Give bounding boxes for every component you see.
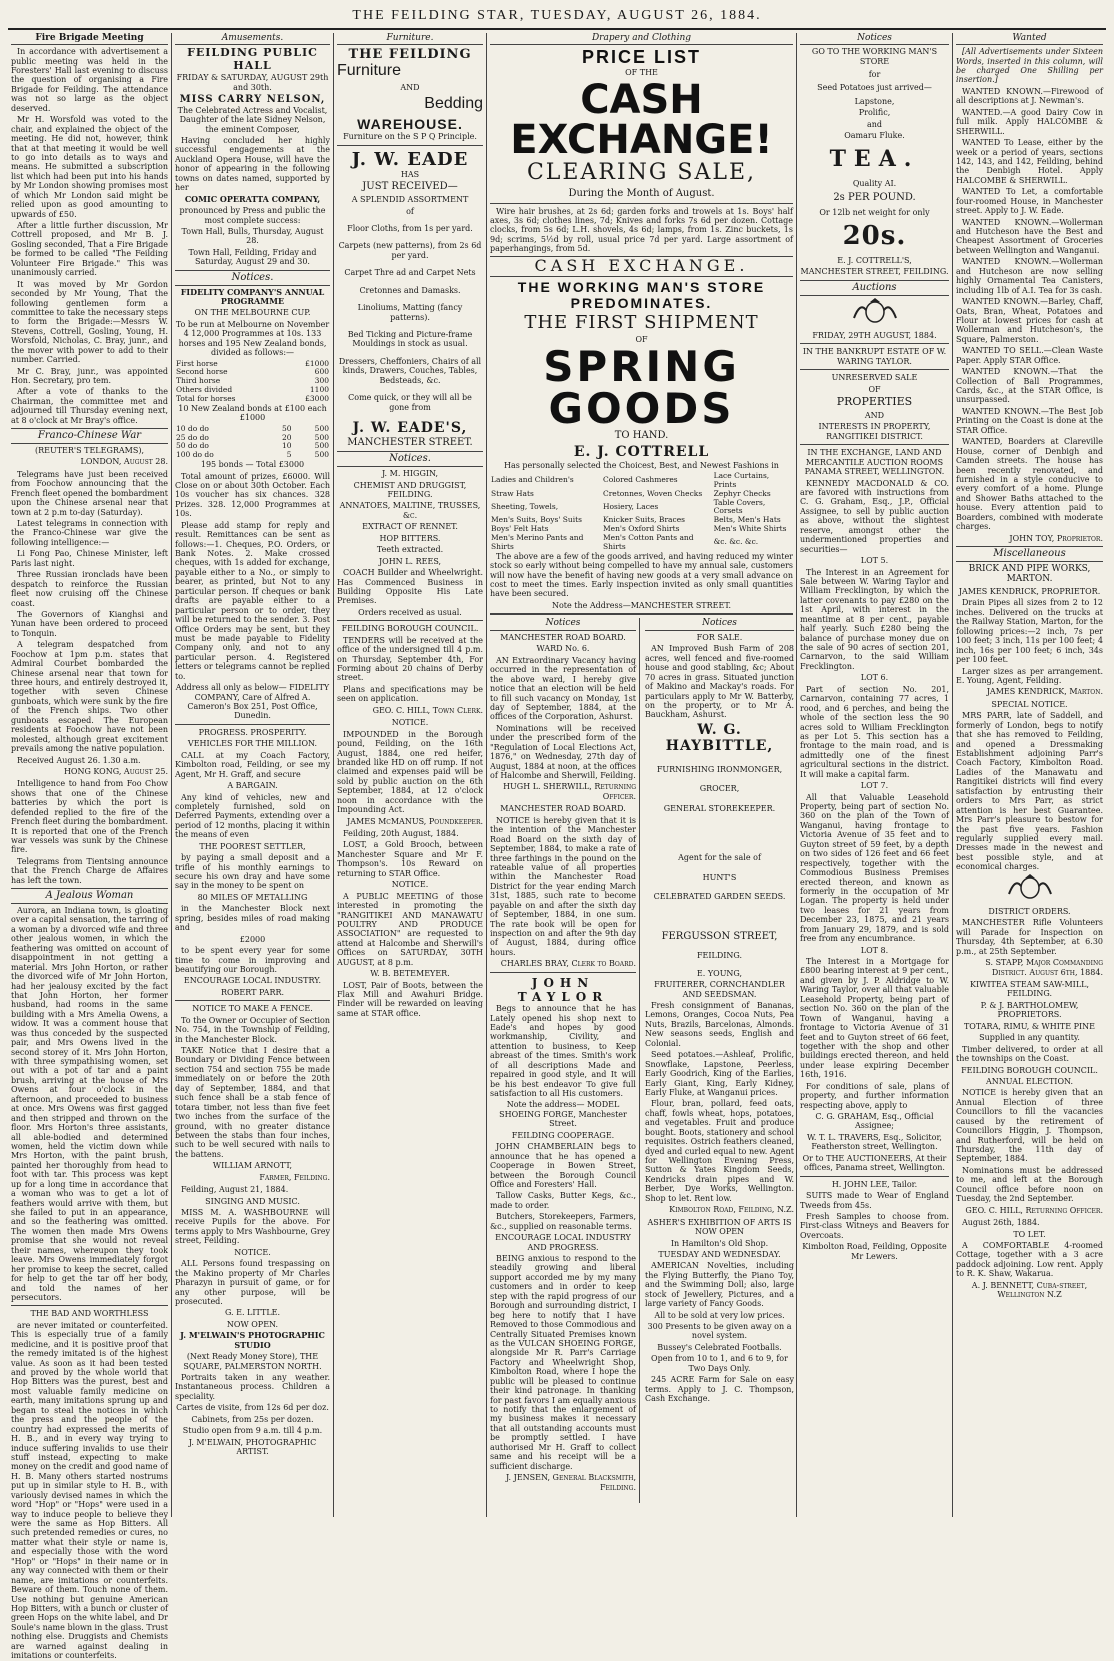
ad-text: 10 New Zealand bonds at £100 each £1000 bbox=[178, 403, 327, 423]
ad-heading: THE FEILDING bbox=[348, 47, 472, 63]
ad-heading: TOTARA, RIMU, & WHITE PINE bbox=[963, 1021, 1096, 1031]
wanted-ad: WANTED KNOWN.—Firewood of all descriptions at J. Newman's. bbox=[956, 86, 1103, 106]
ad-text: Cartes de visite, from 12s 6d per doz. bbox=[176, 1403, 329, 1413]
article-paragraph: Three Russian ironclads have been despatch to reinforce the Russian fleet now cruising off the Chinese coast. bbox=[11, 570, 168, 608]
ad-heading: ANNUAL ELECTION. bbox=[985, 1076, 1074, 1086]
ad-text: IN THE EXCHANGE, LAND AND MERCANTILE AUCTION ROOMS PANAMA STREET, WELLINGTON. bbox=[804, 448, 945, 477]
bond-table: 10 do do 50 500 25 do do 20 500 50 do do 10 500 100 do do 5 500 bbox=[176, 423, 329, 460]
divider bbox=[800, 343, 949, 344]
divider bbox=[175, 724, 330, 725]
goods-table: Ladies and Children's Colored Cashmeres Lace Curtains, Prints Straw Hats Cretonnes, Woven Checks Zephyr Checks Sheeting, Towels, Hosiery, Laces Table Covers, Corsets Men's Suits, Boys' Suits Knicker Suits, Braces Belts, Men's Hats Boys' Felt Hats Men's Oxford Shirts Men's White Shirts Men's Merino Pants and Shirts Men's Cotton Pants and Shirts &c. &c. &c. bbox=[491, 471, 787, 551]
article-paragraph: Mr H. Worsfold was voted to the chair, and explained the object of the meeting. He did not, however, think that at that meeting it would be well to go into details as to ways and means. He submitted a subscription list which had been put into his hands by Mr London showing promises most of which Mr London said might be relied upon as good amounting to upwards of £50. bbox=[11, 115, 168, 219]
column-wanted bbox=[953, 33, 1106, 1517]
section-heading: Amusements. bbox=[175, 33, 330, 46]
ad-text: COACH Builder and Wheelwright. Has Commenced Business in Building Opposite His Late Premises. bbox=[337, 568, 483, 606]
article-paragraph: In accordance with advertisement a public meeting was held in the Foresters' Hall last evening to discuss the question of organising a Fire Brigade for Feilding. The attendance was not so large as the object deserved. bbox=[11, 47, 168, 113]
ad-text: Oamaru Fluke. bbox=[844, 131, 905, 141]
ad-text: 300 Presents to be given away on a novel system. bbox=[647, 1322, 792, 1341]
ad-heading: NOTICE TO MAKE A FENCE. bbox=[192, 1004, 313, 1014]
lot-number: LOT 8. bbox=[860, 945, 889, 955]
ad-text: WARD No. 6. bbox=[536, 644, 590, 654]
wanted-ad: WANTED TO SELL.—Clean Waste Paper. Apply STAR Office. bbox=[956, 346, 1103, 365]
spring-goods-banner: SPRING GOODS bbox=[543, 342, 740, 434]
ad-text: All to be sold at very low prices. bbox=[654, 1310, 785, 1320]
ad-heading: JOHN L. REES, bbox=[378, 556, 442, 566]
signature: J. M'ELWAIN, PHOTOGRAPHIC ARTIST. bbox=[188, 1437, 317, 1457]
ad-text: Orders received as usual. bbox=[358, 607, 462, 617]
ad-text: to be spent every year for some time to come in improving and beautifying our Borough. bbox=[175, 946, 330, 974]
merchant-name: E. J. COTTRELL bbox=[573, 444, 710, 461]
ad-text: FURNISHING IRONMONGER, bbox=[656, 764, 783, 774]
ad-text: LOST, Pair of Boots, between the Flax Mill and Awahuri Bridge. Finder will be rewarded on leaving same at STAR office. bbox=[337, 980, 483, 1018]
hall-title: FEILDING PUBLIC HALL bbox=[187, 46, 318, 73]
wanted-ad: WANTED To Let, a comfortable four-roomed House, in Manchester street. Apply to J. W. Eade. bbox=[956, 187, 1103, 216]
wanted-ad: WANTED, Boarders at Clareville House, corner of Denbigh and Camden streets. The house has been recently renovated, and furnished in a style conducive to every comfort of a home. Plunge and Shower Baths attached to the house. Every attention paid to Boarders, combined with moderate charges. bbox=[956, 437, 1103, 532]
divider bbox=[175, 1000, 330, 1001]
ad-text: Nominations must be addressed to me, and left at the Borough Council office before noon on Tuesday, the 2nd September. bbox=[956, 1165, 1103, 1204]
article-paragraph: Telegrams from Tientsing announce that the French Charge de Affaires has left the town. bbox=[11, 856, 168, 885]
ad-heading: ENCOURAGE LOCAL INDUSTRY AND PROGRESS. bbox=[495, 1233, 631, 1252]
columns bbox=[8, 32, 1106, 1661]
ad-heading: A BARGAIN. bbox=[227, 781, 278, 791]
article-paragraph: are never imitated or counterfeited. This is especially true of a family medicine, and it is positive proof that the remedy imitated is of the highest value. As soon as it had been tested and proved by the whole world that Hop Bitters was the purest, best and most valuable family medicine on earth, many imitations sprung up and began to steal the notices in which the press and the people of the country had expressed the merits of H. B., and in every way trying to induce suffering invalids to use their stuff instead, expecting to make money on the credit and good name of H. B. Many others started nostrums put up in similar style to H. B., with variously devised names in which the word "Hop" or "Hops" were used in a way to induce people to believe they were the same as Hop Bitters. All such pretended remedies or cures, no matter what their style or name is, and especially those with the word "Hop" or "Hops" in their name or in any way connected with them or their name, are imitations or counterfeits. Beware of them. Touch none of them. Use nothing but genuine American Hop Bitters, with a bunch or cluster of green Hops on the white label, and Dr Soule's name blown in the glass. Trust nothing else. Druggists and Chemists are warned against dealing in imitations or counterfeits. bbox=[11, 1320, 168, 1661]
article-paragraph: Li Fong Pao, Chinese Minister, left Paris last night. bbox=[11, 549, 168, 568]
ad-text: Please add stamp for reply and result. Remittances can be sent as follows:—1. Cheques, P.O. Orders, or Bank Notes. 2. Make crossed cheques, with 1s added for exchange, payable either to a No., or simply to bearer, as printed, but Not to any particular person. If cheques or bank drafts are payable either to a particular person or to order, they will be returned to the sender. 3. Post Office Orders may be sent, but they must be made payable to Fidelity Company only, and not to any particular person. 4. Registered letters or telegrams cannot be replied to. bbox=[175, 520, 330, 681]
ad-heading: TUESDAY AND WEDNESDAY. bbox=[658, 1249, 781, 1259]
ad-text: FEILDING. bbox=[696, 951, 743, 961]
ad-heading: WAREHOUSE. bbox=[357, 115, 463, 132]
notices-subcolumns bbox=[490, 618, 793, 1503]
ad-text: AN Improved Bush Farm of 208 acres, well fenced and five-roomed house and good stabling, &c; About 70 acres in grass. Situated junction of Makino and Mackay's roads. For particulars apply to Mr W. Batterby, on the property, or to Mr A. Bauckham, Ashurst. bbox=[645, 644, 794, 720]
article-paragraph: Aurora, an Indiana town, is gloating over a capital sensation, the tarring of a woman by a divorced wife and three other jealous women, in which the feathering was omitted on account of disappointment in not getting a material. Mrs John Horton, or rather the divorced wife of Mr John Horton, had her jealousy excited by the fact that John Horton, her former husband, had rooms in the same building with a Mrs Amelia Owens, a widow. It was a comment house that was thus conceded by the suspected pair, and Mrs Owens lived in the second storey of it. Mrs John Horton, with three sympathising women, set out with a pot of tar and a paint brush, arriving at the house of Mrs Owens at four o'clock in the afternoon, and proceeded to business at once. Mrs Owens was first gagged and then stripped and thrown on the floor. Mrs Horton's three assistants, all able-bodied and determined women, held the victim down while Mrs Horton, with the paint brush, painted her thoroughly from head to foot with tar. This process was kept up for a long time in accordance that a woman who was to get a lot of feathers would arrive with them, but she failed to put in an appearance, and so the feathering was omitted. The women then made Mrs Owens promise that she would not reveal their names, whereupon they took leave. Mrs Owens immediately forgot her promise to keep the secret, called for help to get the tar off her body, and told the names of her persecutors. bbox=[11, 906, 168, 1302]
ad-text: Studio open from 9 a.m. till 4 p.m. bbox=[182, 1426, 323, 1436]
wanted-ad: WANTED To Lease, either by the week or a period of years, sections 142, 143, and 142, Feilding, behind the Denbigh Hotel. Apply HALCOMBE & SHERWILL. bbox=[956, 138, 1103, 185]
ad-heading: FEILDING BOROUGH COUNCIL. bbox=[341, 624, 479, 634]
telegram-source: (REUTER'S TELEGRAMS), bbox=[34, 445, 144, 455]
section-heading: Notices. bbox=[175, 270, 330, 286]
column-amusements bbox=[172, 33, 334, 1517]
ad-text: MRS PARR, late of Saddell, and formerly of London, begs to notify that she has removed to Feilding, and opened a Dressmaking Establishment adjoining Parr's Coach Factory, Kimbolton Road. Ladies of the Manawatu and Rangitikei districts will find every satisfaction by entrusting their orders to Mrs Parr, as strict attention is her best Guarantee. Mrs Parr's pleasure to bestow for the past five years. Fashion regularly supplied every mail. Dresses made in the newest and best possible style, and at economical charges. bbox=[956, 711, 1103, 872]
ad-text: OF THE bbox=[625, 68, 658, 78]
ad-text: AN Extraordinary Vacancy having occurred in the representation of the above ward, I hereby give notice that an election will be held to fill such vacancy on Monday, 1st day of September, 1884, at the offices of the Corporation, Ashurst. bbox=[490, 655, 636, 722]
ad-text: CHEMIST AND DRUGGIST, FEILDING. bbox=[353, 480, 467, 500]
ad-text: Has personally selected the Choicest, Best, and Newest Fashions in bbox=[504, 460, 779, 470]
ad-text: FERGUSSON STREET, bbox=[661, 931, 778, 943]
ad-text: Floor Cloths, from 1s per yard. bbox=[347, 223, 473, 233]
ad-heading: BRICK AND PIPE WORKS, MARTON. bbox=[968, 563, 1091, 585]
ad-text: TAKE Notice that I desire that a Boundary or Dividing Fence between section 754 and section 755 be made immediately on or before the 20th day of September, 1884, and that such fence shall be a stab fence of totara timber, not less than five feet two inches from the surface of the ground, with no greater distance between the stabs than four inches, such to be well secured with nails to the battens. bbox=[175, 1046, 330, 1159]
ad-heading: NOTICE. bbox=[234, 1247, 271, 1257]
ad-text: Or 12lb net weight for only bbox=[819, 207, 930, 217]
ad-text: CELEBRATED GARDEN SEEDS. bbox=[653, 892, 786, 902]
tea-heading: TEA. bbox=[829, 145, 920, 172]
ad-text: Seed potatoes.—Ashleaf, Prolific, Snowflake, Lapstone, Peerless, Early Goodrich, King of the Earlies, Early Giant, King, Early Kidney, Early Fluke, at Wanganui prices. bbox=[645, 1050, 794, 1097]
ad-text: The Celebrated Actress and Vocalist, Daughter of the late Sidney Nelson, the eminent Composer, bbox=[177, 105, 328, 134]
divider bbox=[800, 369, 949, 370]
ad-text: MANCHESTER STREET, FEILDING. bbox=[800, 267, 949, 277]
ad-text: TO HAND. bbox=[614, 430, 669, 442]
ad-heading: UNRESERVED SALE bbox=[831, 373, 918, 383]
ad-text: Part of section No. 201, Carnarvon, containing 77 acres, 1 rood, and 6 perches, and being the whole of the section less the 90 acres sold to William Frecklington as per Lot 5. This section has a frontage to the main road, and is admittedly one of the finest agricultural sections in the district. It will make a capital farm. bbox=[800, 684, 949, 779]
article-paragraph: Latest telegrams in connection with the Franco-Chinese war give the following intelligence:— bbox=[11, 519, 168, 547]
signature: CHARLES BRAY, Clerk to Board. bbox=[500, 959, 636, 969]
ad-text: Larger sizes as per arrangement. E. Young, Agent, Feilding. bbox=[956, 666, 1103, 685]
ad-heading: SPECIAL NOTICE. bbox=[991, 699, 1068, 709]
ad-text: Carpet Thre ad and Carpet Nets bbox=[344, 268, 476, 278]
prize-table: First horse £1000 Second horse 600 Third horse 300 Others divided 1100 Total for horses £3000 bbox=[176, 358, 329, 403]
wanted-ad: WANTED KNOWN.—The Best Job Printing on the Coast is done at the STAR Office. bbox=[956, 406, 1103, 435]
section-heading: Wanted bbox=[956, 33, 1103, 46]
divider bbox=[337, 145, 483, 146]
ad-text: and bbox=[866, 119, 883, 129]
divider bbox=[800, 444, 949, 445]
ad-text: AND bbox=[400, 83, 420, 93]
ad-text: Bed Ticking and Picture-frame Mouldings in stock as usual. bbox=[347, 330, 473, 349]
headline-fire-brigade: Fire Brigade Meeting bbox=[11, 33, 168, 46]
ad-text: GROCER, bbox=[699, 784, 740, 794]
ad-text: LOST, a Gold Brooch, between Manchester Square and Mr F. Thompson's. 10s Reward on returning to STAR Office. bbox=[337, 840, 483, 878]
ad-heading: J. M'ELWAIN'S PHOTOGRAPHIC STUDIO bbox=[180, 1330, 325, 1350]
ad-heading: FOR SALE. bbox=[696, 632, 743, 642]
dateline: LONDON, August 28. bbox=[80, 457, 168, 467]
ad-heading: VEHICLES FOR THE MILLION. bbox=[187, 739, 318, 749]
signature: G. E. LITTLE. bbox=[224, 1308, 281, 1318]
ad-text: A. J. BENNETT, Cuba-street, Wellington N.Z bbox=[971, 1280, 1088, 1300]
ad-heading: ASHER'S EXHIBITION OF ARTS IS NOW OPEN bbox=[647, 1217, 792, 1237]
signature: JOHN TOY, Proprietor. bbox=[1009, 533, 1103, 543]
lot-number: LOT 6. bbox=[860, 673, 889, 683]
working-mans-store: THE WORKING MAN'S STORE PREDOMINATES. bbox=[517, 278, 766, 312]
article-paragraph: Mr C. Bray, junr., was appointed Hon. Secretary, pro tem. bbox=[11, 366, 168, 385]
ad-text: Agent for the sale of bbox=[678, 853, 761, 863]
headline-jealous-woman: A Jealous Woman bbox=[11, 888, 168, 904]
wanted-ad: WANTED KNOWN.—Wollerman and Hutcheson are now selling highly Ornamental Tea Canisters, including 1lb of A.I. Tea for 3s cash. bbox=[956, 257, 1103, 295]
ad-text: Plans and specifications may be seen on application. bbox=[337, 684, 483, 704]
ad-heading: Furniture bbox=[337, 62, 402, 80]
ad-text: Lapstone, bbox=[854, 96, 895, 106]
wanted-ad: WANTED.—A good Dairy Cow in full milk. Apply HALCOMBE & SHERWILL. bbox=[956, 107, 1103, 136]
ad-text: KENNEDY MACDONALD & CO. are favored with instructions from C. G. Graham, Esq., J.P., Official Assignee, to sell by public auction as above, without the slightest reserve, amongst other the undermentioned properties and securities— bbox=[800, 478, 949, 554]
dateline: HONG KONG, August 25. bbox=[63, 766, 168, 776]
ad-heading: MANCHESTER ROAD BOARD. bbox=[500, 632, 626, 642]
ad-text: Come quick, or they will all be gone from bbox=[348, 393, 472, 412]
signature: GEO. C. HILL, Town Clerk. bbox=[372, 705, 483, 715]
ad-heading: FEILDING BOROUGH COUNCIL. bbox=[961, 1065, 1098, 1075]
ad-text: OF bbox=[635, 334, 648, 344]
ad-text: NOTICE is hereby given that it is the intention of the Manchester Road Board on the sixth day of September, 1884, to make a rate of three farthings in the pound on the rateable value of all properties within the Manchester Road District for the year ending March 31st, 1885, such rate to become payable on and after the sixth day of September, 1884, in one sum. The rate book will be open for inspection on and after the 9th day of August, 1884, during office hours. bbox=[490, 815, 636, 957]
wanted-ad: WANTED KNOWN.—Wollerman and Hutcheson have the Best and Cheapest Assortment of Groceries between Wellington and Wanganui. bbox=[956, 217, 1103, 255]
ad-text: HOP BITTERS. bbox=[379, 533, 441, 543]
section-heading: Notices. bbox=[337, 451, 483, 467]
ad-text: (Next Ready Money Store), THE SQUARE, PALMERSTON NORTH. bbox=[183, 1352, 322, 1371]
ad-text: Any kind of vehicles, new and completely furnished, sold on Deferred Payments, extending over a period of 12 months, placing it within the means of even bbox=[175, 792, 330, 840]
divider bbox=[800, 1176, 949, 1177]
signature: JAMES McMANUS, Poundkeeper. bbox=[347, 816, 483, 826]
ad-text: Quality AI. bbox=[852, 178, 897, 188]
ad-heading: PROPERTIES bbox=[836, 395, 913, 409]
signature: JAMES KENDRICK, Marton. bbox=[986, 687, 1103, 697]
ad-text: To be run at Melbourne on November 4 12,000 Programmes at 10s. 133 horses and 195 New Zealand bonds, divided as follows:— bbox=[175, 319, 330, 358]
ad-text: JAMES KENDRICK, PROPRIETOR. bbox=[958, 587, 1101, 597]
ad-text: Address all only as below— FIDELITY COMPANY, Care of Alfred A. Cameron's Box 251, Post Office, Dunedin. bbox=[175, 683, 330, 721]
ad-heading: £2000 bbox=[239, 934, 266, 944]
ad-text: of bbox=[406, 206, 414, 216]
ad-heading: E. YOUNG, bbox=[696, 968, 743, 978]
section-heading: Drapery and Clothing bbox=[490, 33, 793, 46]
ad-text: For conditions of sale, plans of property, and further information respecting above, apply to bbox=[800, 1081, 949, 1110]
performer-name: MISS CARRY NELSON, bbox=[179, 93, 326, 105]
ad-text: BEING anxious to respond to the steadily growing and liberal support accorded me by my many customers and in order to keep step with the rapid progress of our Borough and surrounding district, I beg here to notify that I have Removed to those Commodious and Centrally Situated Premises known as the VULCAN SHOEING FORGE, alongside Mr R. Parr's Carriage Factory and Wheelwright Shop, Kimbolton Road, where I hope the public will be pleased to continue their kind patronage. In thanking for past favors I am equally anxious to notify that the enlargement of my business makes it necessary that all outstanding accounts must be promptly settled. I have authorised Mr H. Graff to collect same and his receipt will be a sufficient discharge. bbox=[490, 1254, 636, 1471]
ad-text: GENERAL STOREKEEPER. bbox=[663, 803, 776, 813]
ad-text: MANCHESTER STREET. bbox=[347, 436, 473, 448]
royal-crest-icon bbox=[956, 874, 1103, 905]
ad-heading: GO TO THE WORKING MAN'S STORE bbox=[811, 47, 938, 66]
ad-text: The Interest in an Agreement for Sale between W. Waring Taylor and William Frecklington, by which the latter covenants to pay £280 on the 1st April, with interest in the meantime at 8 per cent., payable half yearly. Such £280 being the balance of purchase money due on the sale of 90 acres of section 201, Carnarvon, to the said William Frecklington. bbox=[800, 567, 949, 671]
divider bbox=[11, 1305, 168, 1306]
column-notices bbox=[797, 33, 953, 1517]
section-heading: Furniture. bbox=[337, 33, 483, 46]
ad-text: A PUBLIC MEETING of those interested in promoting the "RANGITIKEI AND MANAWATU POULTRY AND PRODUCE ASSOCIATION" are requested to attend at Halcombe and Sherwill's Offices on SATURDAY, 30TH AUGUST, at 8 p.m. bbox=[337, 891, 483, 967]
ad-text: ON THE MELBOURNE CUP. bbox=[194, 308, 311, 318]
ad-heading: FEILDING COOPERAGE. bbox=[511, 1130, 615, 1140]
article-paragraph: Telegrams have just been received from Foochow announcing that the French fleet opened the bombardment upon the Chinese arsenal near that town at 2 p.m to-day (Saturday). bbox=[11, 469, 168, 517]
ad-text: MISS M. A. WASHBOURNE will receive Pupils for the above. For terms apply to Mrs Washbourne, Grey street, Feilding. bbox=[175, 1208, 330, 1246]
ad-text: The Interest in a Mortgage for £800 bearing interest at 9 per cent., and given by J. P. Aldridge to W. Waring Taylor, over all that valuable Leasehold Property, being part of section No. 360 on the plan of the Town of Wanganui, having a frontage to Victoria Avenue of 31 feet and to Guyton street of 66 feet, together with the shop and other buildings erected thereon, and held under lease expiring December 16th, 1916. bbox=[800, 957, 949, 1080]
divider bbox=[490, 203, 793, 204]
fidelity-title: FIDELITY COMPANY'S ANNUAL PROGRAMME bbox=[180, 286, 325, 306]
ad-text: August 26th, 1884. bbox=[962, 1218, 1040, 1228]
column-drapery bbox=[487, 33, 797, 1517]
article-paragraph: It was moved by Mr Gordon seconded by Mr Young, That the following gentlemen form a committee to take the necessary steps to form the Brigade:—Messrs W. Stevens, Cottrell, Gosling, Young, H. Worsfold, Nicholas, C. Bray, junr., and the mover with power to add to their number. Carried. bbox=[11, 279, 168, 365]
ad-heading: JUST RECEIVED— bbox=[362, 181, 458, 193]
ad-text: Portraits taken in any weather. Instantaneous process. Children a speciality. bbox=[175, 1373, 330, 1401]
ad-text: EXTRACT OF RENNET. bbox=[362, 522, 458, 532]
ad-text: pronounced by Press and public the most complete success: bbox=[179, 206, 326, 225]
ad-text: Having concluded her highly successful engagements at the Auckland Opera House, will have the honor of appearing in the following towns on dates named, supported by her bbox=[175, 136, 330, 193]
ad-heading: NOW OPEN. bbox=[226, 1319, 279, 1329]
ad-heading: NOTICE. bbox=[391, 880, 429, 890]
article-paragraph: A telegram despatched from Foochow at 1pm p.m. states that Admiral Courbet bombarded the Chinese arsenal near that town for three hours, and entirely destroyed it, together with seven Chinese gunboats, which were sunk by the fire of the French ships. Two other gunboats escaped. The European residents at Foochow have not been molested, although great excitement prevails among the native population. bbox=[11, 640, 168, 754]
ad-text: Bussey's Celebrated Footballs. bbox=[657, 1342, 782, 1352]
ad-text: W. T. L. TRAVERS, Esq., Solicitor, Featherston street, Wellington. bbox=[807, 1132, 942, 1152]
merchant-name: J. W. EADE'S, bbox=[352, 420, 468, 437]
section-heading: Notices bbox=[645, 618, 794, 631]
ad-text: Cretonnes and Damasks. bbox=[359, 285, 461, 295]
ad-text: Butchers, Storekeepers, Farmers, &c., supplied on reasonable terms. bbox=[490, 1212, 636, 1231]
wanted-ad: WANTED KNOWN.—That the Collection of Ball Programmes, Cards, &c., at the STAR Office, is unsurpassed. bbox=[956, 367, 1103, 405]
ad-text: Kimbolton Road, Feilding, Opposite Mr Lewers. bbox=[802, 1242, 947, 1261]
ad-heading: SINGING AND MUSIC. bbox=[205, 1196, 300, 1206]
subcolumn-left bbox=[490, 618, 640, 1503]
ad-text: Feilding, 20th August, 1884. bbox=[343, 829, 459, 839]
cash-exchange-banner: CASH EXCHANGE! bbox=[510, 76, 773, 163]
ad-text: CALL at my Coach Factory, Kimbolton road, Feilding, or see my Agent, Mr H. Graff, and secure bbox=[175, 750, 330, 779]
ad-text: ALL Persons found trespassing on the Makino property of Mr Charles Pharazyn in pursuit of game, or for any other purpose, will be prosecuted. bbox=[175, 1259, 330, 1306]
ad-text: In Hamilton's Old Shop. bbox=[670, 1238, 769, 1248]
first-shipment: THE FIRST SHIPMENT bbox=[524, 311, 759, 333]
signature: ROBERT PARR. bbox=[220, 987, 285, 997]
ad-text: A SPLENDID ASSORTMENT bbox=[351, 195, 469, 205]
article-paragraph: After a little further discussion, Mr Cottrell proposed, and Mr B. J. Gosling seconded, That a Fire Brigade be formed to be called "The Feilding Volunteer Fire Brigade." This was unanimously carried. bbox=[11, 221, 168, 278]
article-paragraph: The Governors of Kianghsi and Yunan have been ordered to proceed to Tonquin. bbox=[11, 609, 168, 638]
lot-number: LOT 5. bbox=[860, 556, 889, 566]
ad-text: Tallow Casks, Butter Kegs, &c., made to order. bbox=[490, 1191, 636, 1210]
ad-text: AMERICAN Novelties, including the Flying Butterfly, the Piano Toy, and the Swimming Doll; also, large stock of Jewellery, Pictures, and a large variety of Fancy Goods. bbox=[645, 1261, 794, 1309]
ad-text: in the Manchester Block next spring, besides miles of road making and bbox=[175, 904, 330, 933]
ad-heading: TO LET. bbox=[1013, 1229, 1046, 1239]
section-heading: Notices bbox=[490, 618, 636, 631]
company-name: COMIC OPERATTA COMPANY, bbox=[184, 193, 321, 204]
royal-crest-icon bbox=[800, 298, 949, 329]
ad-text: Open from 10 to 1, and 6 to 9, for Two Days Only. bbox=[651, 1354, 788, 1373]
auction-date: FRIDAY, 29TH AUGUST, 1884. bbox=[812, 330, 937, 340]
section-heading: Notices bbox=[800, 33, 949, 46]
signature: GEO. C. HILL, Returning Officer. bbox=[965, 1205, 1103, 1215]
ad-text: IN THE BANKRUPT ESTATE OF W. WARING TAYLOR. bbox=[802, 347, 947, 366]
ad-text: Carpets (new patterns), from 2s 6d per yard. bbox=[338, 241, 482, 260]
ad-text: P. & J. BARTHOLOMEW, PROPRIETORS. bbox=[980, 1000, 1079, 1020]
ad-heading: DISTRICT ORDERS. bbox=[988, 906, 1071, 916]
ad-heading: NOTICE. bbox=[391, 718, 429, 728]
ad-heading: Bedding bbox=[424, 94, 483, 112]
ad-text: Linoliums, Matting (fancy patterns). bbox=[357, 303, 463, 322]
merchant-name: JOHN TAYLOR bbox=[517, 975, 609, 1004]
signature: Farmer, Feilding. bbox=[259, 1172, 330, 1182]
ad-text: To the Owner or Occupier of Section No. 754, in the Township of Feilding, in the Manchester Block. bbox=[175, 1015, 330, 1044]
ad-heading: PROGRESS. PROSPERITY. bbox=[198, 727, 307, 737]
ad-heading: MANCHESTER ROAD BOARD. bbox=[500, 804, 626, 814]
lot-number: LOT 7. bbox=[860, 781, 889, 791]
ad-text: Wire hair brushes, at 2s 6d; garden forks and trowels at 1s. Boys' half axes, 3s 6d; clothes lines, 7d; Knives and forks 7s 6d per dozen. Cottage clocks, from 5s 6d; L.H. shovels, 4s 6d; lamps, from 1s. Zinc buckets, 1s 9d; scrims, 5½d by roll, usual price 7d per yard. Large assortment of paperhangings, from 5d. bbox=[490, 206, 793, 254]
ad-text: INTERESTS IN PROPERTY, RANGITIKEI DISTRICT. bbox=[818, 422, 931, 441]
divider bbox=[337, 620, 483, 621]
ad-text: Timber delivered, to order at all the townships on the Coast. bbox=[956, 1044, 1103, 1064]
price-list-title: PRICE LIST bbox=[581, 47, 701, 68]
ad-heading: THE POOREST SETTLER, bbox=[199, 841, 306, 851]
wanted-ad: WANTED KNOWN.—Barley, Chaff, Oats, Bran, Wheat, Potatoes and Flour at lowest prices for cash at Wollerman and Hutcheson's, the Square, Palmerston. bbox=[956, 297, 1103, 344]
merchant-name: E. J. COTTRELL'S, bbox=[837, 255, 912, 265]
received-line: Received August 26. 1.30 a.m. bbox=[17, 755, 141, 765]
ad-text: Fresh consignment of Bananas, Lemons, Oranges, Cocoa Nuts, Pea Nuts, Brazils, Barcelonas, Almonds. New seasons seeds, English and Colonial. bbox=[645, 1001, 794, 1048]
ad-text: MANCHESTER Rifle Volunteers will Parade for Inspection on Thursday, 4th September, at 6.30 p.m., at 25th September. bbox=[956, 918, 1103, 956]
ad-text: 195 bonds — Total £3000 bbox=[200, 460, 305, 470]
ad-text: Teeth extracted. bbox=[376, 545, 444, 555]
article-paragraph: After a vote of thanks to the Chairman, the committee met and adjourned till Thursday evening next, at 8 o'clock at Mr Bray's office. bbox=[11, 387, 168, 425]
merchant-name: J. W. EADE bbox=[351, 148, 469, 170]
ad-text: During the Month of August. bbox=[568, 187, 715, 199]
clearing-sale: CLEARING SALE, bbox=[526, 159, 757, 185]
ad-text: Supplied in any quantity. bbox=[979, 1033, 1080, 1043]
ad-text: Or to THE AUCTIONEERS, At their offices, Panama street, Wellington. bbox=[802, 1153, 947, 1173]
ad-text: by paying a small deposit and a trifle of his monthly earnings to secure his own dray and have some say in the money to be spent on bbox=[175, 853, 330, 891]
ad-text: Prolific, bbox=[858, 108, 891, 118]
ad-text: The above are a few of the goods arrived, and having reduced my winter stock so early without being compelled to have my annual sale, customers will now have the benefit of having new goods at a very small advance on cost to meet the times. Early inspection invited as only small quantities have been secured. bbox=[490, 551, 793, 599]
event-dates: FRIDAY & SATURDAY, AUGUST 29th and 30th. bbox=[176, 73, 329, 92]
ad-text: OF bbox=[868, 384, 881, 394]
ad-text: Total amount of prizes, £6000. Will Close on or about 30th October. Each 10s voucher has six chances. 328 Prizes. 328. 12,000 Programmes at 10s. bbox=[175, 471, 330, 519]
signature: WILLIAM ARNOTT, bbox=[212, 1161, 293, 1171]
ad-heading: ENCOURAGE LOCAL INDUSTRY. bbox=[183, 976, 322, 986]
ad-text: Feilding, August 21, 1884. bbox=[181, 1185, 289, 1195]
section-heading: Auctions bbox=[800, 280, 949, 296]
ad-text: AND bbox=[864, 410, 885, 420]
ad-text: Drain Pipes all sizes from 2 to 12 inches. Delivered on the trucks at the Railway Station, Marton, for the following prices:—2 inch, 7s per 100 feet; 3 inch, 11s per 100 feet; 4 inch, 16s per 100 feet; 6 inch, 34s per 100 feet. bbox=[956, 598, 1104, 665]
ad-text: Nominations will be received under the prescribed form of the "Regulation of Local Elections Act, 1876," on Wednesday, 27th day of August, 1884 at noon, at the offices of Halcombe and Sherwill, Feilding. bbox=[490, 723, 636, 781]
ad-text: Dressers, Cheffoniers, Chairs of all kinds, Drawers, Couches, Tables, Bedsteads, &c. bbox=[338, 356, 482, 385]
headline-bad-worthless: THE BAD AND WORTHLESS bbox=[30, 1309, 149, 1319]
ad-text: Seed Potatoes just arrived— bbox=[817, 83, 932, 93]
article-paragraph: Intelligence to hand from Foo Chow shows that one of the Chinese batteries by which the port is defended replied to the fire of the French fleet during the bombardment. It is reported that one of the French war vessels was sunk by the Chinese fire. bbox=[11, 779, 168, 855]
divider bbox=[490, 972, 636, 973]
ad-text: Note the address— MODEL SHOEING FORGE, Manchester Street. bbox=[499, 1100, 627, 1129]
signature: HUGH L. SHERWILL, Returning Officer. bbox=[503, 782, 636, 801]
divider bbox=[490, 613, 793, 615]
ad-text: TENDERS will be received at the office of the undersigned till 4 p.m. on Thursday, September 4th, For Forming about 20 chains of Derby street. bbox=[337, 635, 483, 683]
ad-text: 2s PER POUND. bbox=[833, 192, 916, 204]
ad-text: for bbox=[868, 70, 881, 79]
column-furniture bbox=[334, 33, 487, 1517]
ad-text: Town Hall, Feilding, Friday and Saturday, August 29 and 30. bbox=[188, 247, 317, 267]
ad-text: JOHN CHAMBERLAIN begs to announce that he has opened a Cooperage in Bowen Street, between the Borough Council Office and Foresters' Hall. bbox=[490, 1142, 636, 1189]
ad-text: Fresh Samples to choose from. First-class Witneys and Beavers for Overcoats. bbox=[800, 1211, 949, 1240]
ad-text: ANNATOES, MALTINE, TRUSSES, &c. bbox=[339, 501, 481, 520]
ad-heading: H. JOHN LEE, Tailor. bbox=[831, 1179, 918, 1189]
ad-text: A COMFORTABLE 4-roomed Cottage, together with a 3 acre paddock adjoining. Low rent. Apply to R. K. Shaw, Wakarua. bbox=[956, 1240, 1103, 1279]
ad-text: Furniture on the S P Q Principle. bbox=[343, 132, 477, 142]
ad-text: HUNT'S bbox=[702, 872, 737, 882]
signature: W. B. BETEMEYER. bbox=[370, 969, 450, 979]
ad-text: All that Valuable Leasehold Property, being part of section No. 360 on the plan of the Town of Wanganui, having frontage to Victoria Avenue of 35 feet and to Guyton street of 59 feet, by a depth on two sides of 126 feet and 66 feet respectively, together with the Commodious Business Premises erected thereon, and known as formerly in the occupation of Mr Logan. The property is held under two leases for 21 years from December 23, 1875, and 21 years from January 29, 1879, and is sold free from any encumbrance. bbox=[800, 792, 949, 944]
ad-text: NOTICE is hereby given that an Annual Election of three Councillors to fill the vacancies caused by the retirement of Councillors Higgin, J. Thompson, and Rutherford, will be held on Thursday, the 11th day of September, 1884. bbox=[956, 1088, 1103, 1164]
masthead: THE FEILDING STAR, TUESDAY, AUGUST 26, 1884. bbox=[8, 8, 1106, 30]
ad-text: Town Hall, Bulls, Thursday, August 28. bbox=[181, 226, 324, 246]
signature: J. JENSEN, General Blacksmith, Feilding. bbox=[505, 1473, 636, 1492]
ad-heading: KIWITEA STEAM SAW-MILL, FEILDING. bbox=[970, 980, 1089, 999]
signature: S. STAPP, Major Commanding District. August 6th, 1884. bbox=[985, 958, 1103, 977]
cash-exchange-footer: CASH EXCHANGE. bbox=[490, 256, 793, 277]
ad-text: 245 ACRE Farm for Sale on easy terms. Apply to J. C. Thompson, Cash Exchange. bbox=[645, 1375, 794, 1404]
ad-text: FRUITERER, CORNCHANDLER AND SEEDSMAN. bbox=[654, 980, 785, 999]
ad-text: Flour, bran, pollard, feed oats, chaff, fowls wheat, hops, potatoes, and vegetables. Fruit and produce bought. Boots, stationery and school requisites. Ostrich feathers cleaned, dyed and curled equal to new. Agent for Wellington Evening Press, Sutton & Yates Kingdom Seeds, Kendricks drain pipes and W. Berber, Dye Works, Wellington. Shop to let. Rent low. bbox=[645, 1099, 794, 1203]
headline-franco-chinese: Franco-Chinese War bbox=[11, 428, 168, 444]
ad-heading: J. M. HIGGIN, bbox=[381, 469, 439, 479]
column-news bbox=[8, 32, 172, 1661]
ad-heading: 80 MILES OF METALLING bbox=[197, 892, 308, 902]
ad-text: IMPOUNDED in the Borough pound, Feilding, on the 16th August, 1884, one red heifer, branded like HD on off rump. If not claimed and expenses paid will be sold by public auction on the 6th September, 1884, at 12 o'clock noon in accordance with the Impounding Act. bbox=[337, 729, 483, 815]
ad-text: SUITS made to Wear of England Tweeds from 45s. bbox=[800, 1191, 949, 1210]
ad-text: Cabinets, from 25s per dozen. bbox=[191, 1414, 314, 1424]
ad-text: C. G. GRAHAM, Esq., Official Assignee; bbox=[815, 1112, 934, 1131]
ad-text: HAS bbox=[400, 169, 420, 179]
section-heading: Miscellaneous bbox=[956, 546, 1103, 562]
signature: Kimbolton Road, Feilding, N.Z. bbox=[669, 1205, 794, 1215]
price-highlight: 20s. bbox=[842, 221, 907, 252]
ad-text: Note the Address—MANCHESTER STREET. bbox=[551, 600, 732, 610]
ad-text: Begs to announce that he has Lately opened his shop next to Eade's and hopes by good workmanship, Civility, and attention to business, to Keep abreast of the times. Smith's work of all descriptions Made and repaired in good style, and It will be his best endeavor To give full satisfaction to all His customers. bbox=[490, 1004, 636, 1099]
ad-text: [All Advertisements under Sixteen Words, inserted in this column, will be charged One Shilling per insertion.] bbox=[956, 47, 1103, 85]
subcolumn-right bbox=[645, 618, 794, 1503]
merchant-name: W. G. HAYBITTLE, bbox=[665, 721, 774, 755]
